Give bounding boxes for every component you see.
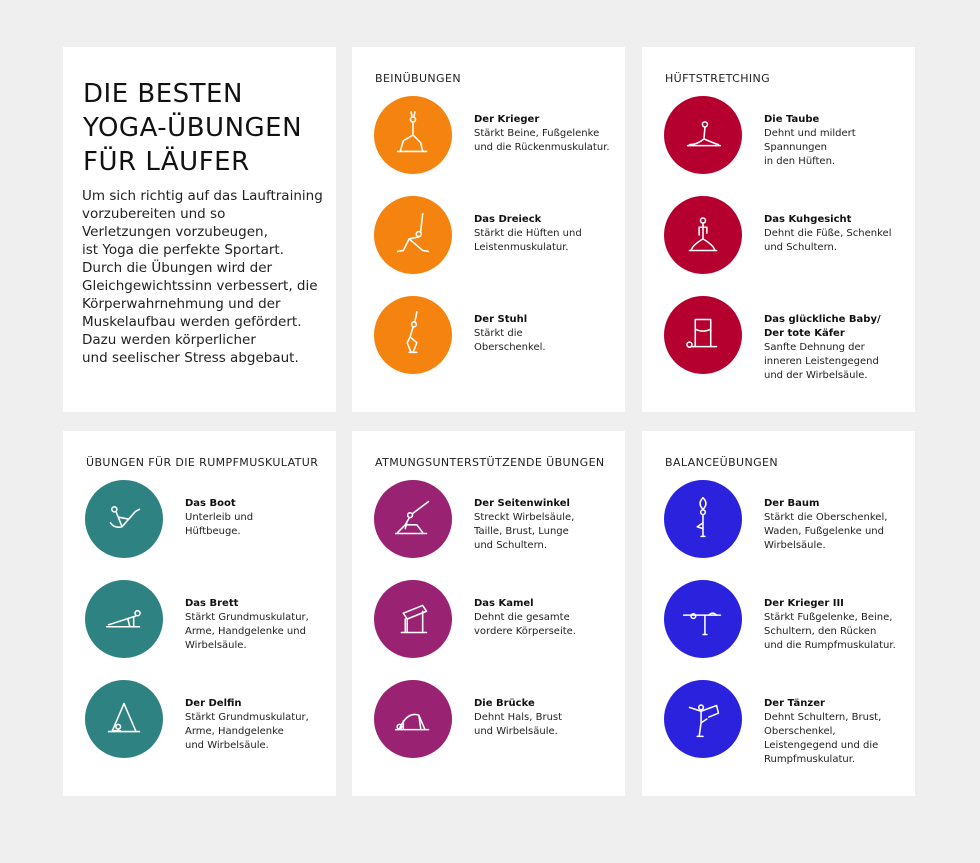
section-leg-exercises [352, 47, 625, 412]
exercise-name: Die Taube [764, 114, 820, 125]
exercise-description: Dehnt Hals, Brust und Wirbelsäule. [474, 712, 563, 737]
exercise-item [85, 580, 330, 660]
exercise-description: Dehnt die Füße, Schenkel und Schultern. [764, 228, 892, 253]
exercise-item [374, 680, 619, 760]
exercise-description: Dehnt und mildert Spannungen in den Hüften. [764, 128, 856, 167]
exercise-description: Stärkt Grundmuskulatur, Arme, Handgelenke und Wirbelsäule. [185, 712, 309, 751]
exercise-description: Sanfte Dehnung der inneren Leistengegend und der Wirbelsäule. [764, 342, 879, 381]
exercise-name: Der Krieger III [764, 598, 844, 609]
exercise-description: Unterleib und Hüftbeuge. [185, 512, 254, 537]
exercise-description: Stärkt die Hüften und Leistenmuskulatur. [474, 228, 582, 253]
section-title: ATMUNGSUNTERSTÜTZENDE ÜBUNGEN [375, 456, 605, 469]
triangle-pose-icon [374, 196, 452, 274]
exercise-description: Stärkt Grundmuskulatur, Arme, Handgelenke und Wirbelsäule. [185, 612, 309, 651]
exercise-name: Das Boot [185, 498, 236, 509]
section-title: BALANCEÜBUNGEN [665, 456, 779, 469]
bridge-pose-icon [374, 680, 452, 758]
exercise-item [664, 196, 909, 276]
exercise-item [374, 296, 619, 376]
exercise-name: Das Brett [185, 598, 239, 609]
boat-pose-icon [85, 480, 163, 558]
exercise-name: Der Stuhl [474, 314, 528, 325]
tree-pose-icon [664, 480, 742, 558]
exercise-description: Stärkt die Oberschenkel, Waden, Fußgelenke und Wirbelsäule. [764, 512, 888, 551]
happy-baby-pose-icon [664, 296, 742, 374]
exercise-item [664, 96, 909, 176]
exercise-name: Das glückliche Baby/ Der tote Käfer [764, 314, 881, 339]
exercise-description: Dehnt die gesamte vordere Körperseite. [474, 612, 576, 637]
section-title: BEINÜBUNGEN [375, 72, 461, 85]
section-title: HÜFTSTRETCHING [665, 72, 771, 85]
exercise-item [664, 680, 909, 765]
exercise-item [664, 296, 909, 381]
exercise-name: Der Krieger [474, 114, 540, 125]
exercise-item [374, 580, 619, 660]
exercise-name: Der Tänzer [764, 698, 825, 709]
exercise-description: Stärkt die Oberschenkel. [474, 328, 546, 353]
exercise-name: Das Kamel [474, 598, 534, 609]
exercise-name: Das Kuhgesicht [764, 214, 852, 225]
page-title: DIE BESTEN YOGA-ÜBUNGEN FÜR LÄUFER [83, 79, 303, 177]
dolphin-pose-icon [85, 680, 163, 758]
section-balance-exercises [642, 431, 915, 796]
exercise-item [85, 680, 330, 760]
section-title: ÜBUNGEN FÜR DIE RUMPFMUSKULATUR [86, 456, 319, 469]
section-hip-stretching [642, 47, 915, 412]
dancer-pose-icon [664, 680, 742, 758]
section-breathing-exercises [352, 431, 625, 796]
exercise-description: Stärkt Fußgelenke, Beine, Schultern, den Rücken und die Rumpfmuskulatur. [764, 612, 896, 651]
warrior-three-pose-icon [664, 580, 742, 658]
camel-pose-icon [374, 580, 452, 658]
exercise-name: Der Baum [764, 498, 820, 509]
plank-pose-icon [85, 580, 163, 658]
exercise-item [664, 580, 909, 660]
exercise-description: Stärkt Beine, Fußgelenke und die Rückenmuskulatur. [474, 128, 610, 153]
exercise-name: Die Brücke [474, 698, 535, 709]
warrior-pose-icon [374, 96, 452, 174]
exercise-name: Der Delfin [185, 698, 242, 709]
exercise-item [664, 480, 909, 560]
exercise-item [374, 196, 619, 276]
intro-text: Um sich richtig auf das Lauftraining vorzubereiten und so Verletzungen vorzubeugen, ist Yoga die perfekte Sportart. Durch die Übungen wird der Gleichgewichtssinn verbessert, die Körperwahrnehmung und der Muskelaufbau werden gefördert. Dazu werden körperlicher und seelischer Stress abgebaut. [82, 188, 323, 366]
chair-pose-icon [374, 296, 452, 374]
exercise-description: Streckt Wirbelsäule, Taille, Brust, Lunge und Schultern. [474, 512, 575, 551]
pigeon-pose-icon [664, 96, 742, 174]
exercise-description: Dehnt Schultern, Brust, Oberschenkel, Leistengegend und die Rumpfmuskulatur. [764, 712, 882, 765]
side-angle-pose-icon [374, 480, 452, 558]
exercise-name: Das Dreieck [474, 214, 542, 225]
exercise-item [85, 480, 330, 560]
intro-card [63, 47, 336, 412]
exercise-item [374, 480, 619, 560]
exercise-item [374, 96, 619, 176]
cow-face-pose-icon [664, 196, 742, 274]
exercise-name: Der Seitenwinkel [474, 498, 570, 509]
section-core-exercises [63, 431, 336, 796]
